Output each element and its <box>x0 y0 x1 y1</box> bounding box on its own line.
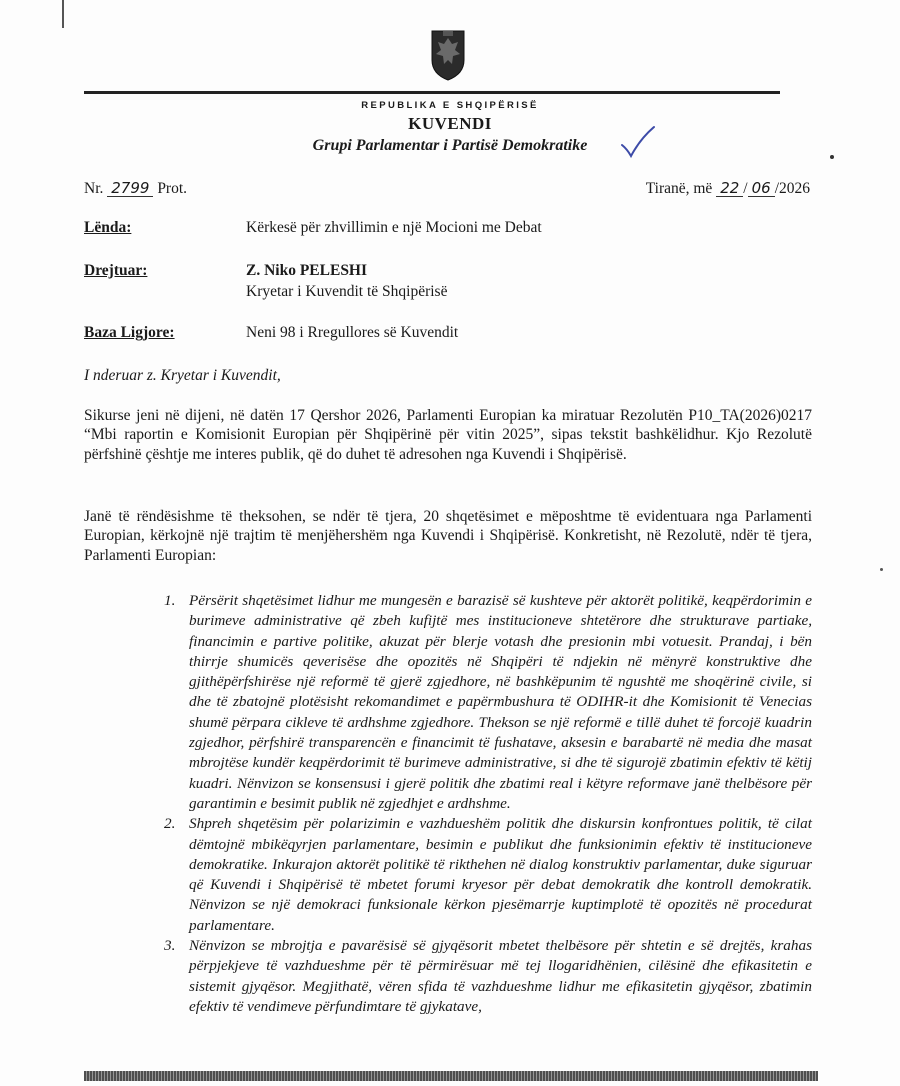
subject-value: Kërkesë për zhvillimin e një Mocioni me Debat <box>246 219 542 236</box>
place-date: Tiranë, më 22 / 06 /2026 <box>645 179 810 197</box>
scan-dot <box>880 568 883 571</box>
list-item-number: 1. <box>164 592 176 609</box>
nr-handwritten-value: 2799 <box>107 180 153 197</box>
nr-label: Nr. <box>84 180 104 197</box>
place-label: Tiranë, më <box>645 180 713 197</box>
republic-heading: REPUBLIKA E SHQIPËRISË <box>361 100 539 111</box>
addressee-name: Z. Niko PELESHI <box>246 262 368 279</box>
scan-bottom-edge <box>84 1071 818 1081</box>
legal-basis-value: Neni 98 i Rregullores së Kuvendit <box>246 324 459 341</box>
prot-label: Prot. <box>157 180 188 197</box>
date-year: /2026 <box>774 180 810 197</box>
header-rule <box>84 91 780 94</box>
paragraph-intro: Sikurse jeni në dijeni, në datën 17 Qershor 2026, Parlamenti Europian ka miratuar Rezolutën P10_TA(2026)0217 “Mbi raportin e Komisionit Europian për Shqipërinë për vitin 2025”, sipas tekstit bashkëlidhur. Kjo Rezolutë përfshinë çështje me interes publik, që do duhet të adresohen nga Kuvendi i Shqipërisë. <box>84 407 812 463</box>
resolution-points-list <box>160 591 812 1017</box>
legal-basis-label: Baza Ligjore: <box>84 324 175 341</box>
list-item <box>160 814 812 936</box>
date-day: 22 <box>716 180 743 197</box>
list-item <box>160 591 812 814</box>
greeting: I nderuar z. Kryetar i Kuvendit, <box>84 367 281 384</box>
group-heading: Grupi Parlamentar i Partisë Demokratike <box>312 137 588 154</box>
list-item-number: 3. <box>164 937 176 955</box>
list-item-text: Përsërit shqetësimet lidhur me mungesën e barazisë së kushteve për aktorët politikë, keqpërdorimin e burimeve administrative që zbeh kufijtë mes institucioneve shtetërore dhe strukturave partiake, financimin e partive politike, akuzat për blerje votash dhe presionin mbi votuesit. Prandaj, i bën thirrje shumicës qeverisëse dhe opozitës në Shqipëri të ndjekin në mënyrë konstruktive dhe gjithëpërfshirëse një reformë të gjerë zgjedhore, në bashkëpunim të ngushtë me shoqërinë civile, si dhe të zbatojnë plotësisht rekomandimet e papërmbushura të ODIHR-it dhe Komisionit të Venecias shumë përpara cikleve të ardhshme zgjedhore. Thekson se një reformë e tillë duhet të forcojë kuadrin zgjedhor, përfshirë transparencën e financimit të fushatave, aksesin e barabartë në media dhe masat mbrojtëse kundër keqpërdorimit të burimeve administrative, si dhe të sigurojë zbatimin efektiv të këtij kuadri. Nënvizon se konsensusi i gjerë politik dhe zbatimi real i këtyre reformave janë thelbësore për garantimin e besimit publik në zgjedhjet e ardhshme. <box>189 592 812 812</box>
subject-label: Lënda: <box>84 219 132 236</box>
protocol-number <box>84 180 187 198</box>
institution-heading: KUVENDI <box>408 114 492 133</box>
list-item <box>160 936 812 1017</box>
paragraph-concerns: Janë të rëndësishme të theksohen, se ndër të tjera, 20 shqetësimet e mëposhtme të evidentuara nga Parlamenti Europian, kërkojnë një trajtim të menjëhershëm nga Kuvendi i Shqipërisë. Konkretisht, në Rezolutë, ndër të tjera, Parlamenti Europian: <box>84 508 812 564</box>
albanian-coat-of-arms-icon <box>428 28 468 82</box>
list-item-text: Nënvizon se mbrojtja e pavarësisë së gjyqësorit mbetet thelbësore për shtetin e së drejtës, krahas përpjekjeve të vazhdueshme për të përmirësuar më tej llogaridhënien, cilësinë dhe efikasitetin e sistemit gjyqësor. Megjithatë, vëren sfida të vazhdueshme lidhur me efikasitetin gjyqësor, zbatimin efektiv të vendimeve përfundimtare të gjykatave, <box>189 937 812 1015</box>
scan-dot <box>830 155 834 159</box>
addressee-title: Kryetar i Kuvendit të Shqipërisë <box>246 283 448 300</box>
list-item-text: Shpreh shqetësim për polarizimin e vazhdueshëm politik dhe diskursin konfrontues politik, të cilat dëmtojnë mbikëqyrjen parlamentare, besimin e publikut dhe funksionimin efektiv të institucioneve demokratike. Inkurajon aktorët politikë të rikthehen në dialog konstruktiv parlamentar, duke siguruar që Kuvendi i Shqipërisë të mbetet forumi kryesor për debat demokratik dhe kontroll demokratik. Nënvizon se një demokraci funksionale kërkon pjesëmarrje kuptimplotë të opozitës në procedurat parlamentare. <box>189 815 812 934</box>
handwritten-check-icon <box>620 125 656 159</box>
addressee-label: Drejtuar: <box>84 262 148 279</box>
date-month: 06 <box>748 180 775 197</box>
scan-margin-mark <box>62 0 64 28</box>
list-item-number: 2. <box>164 815 176 833</box>
